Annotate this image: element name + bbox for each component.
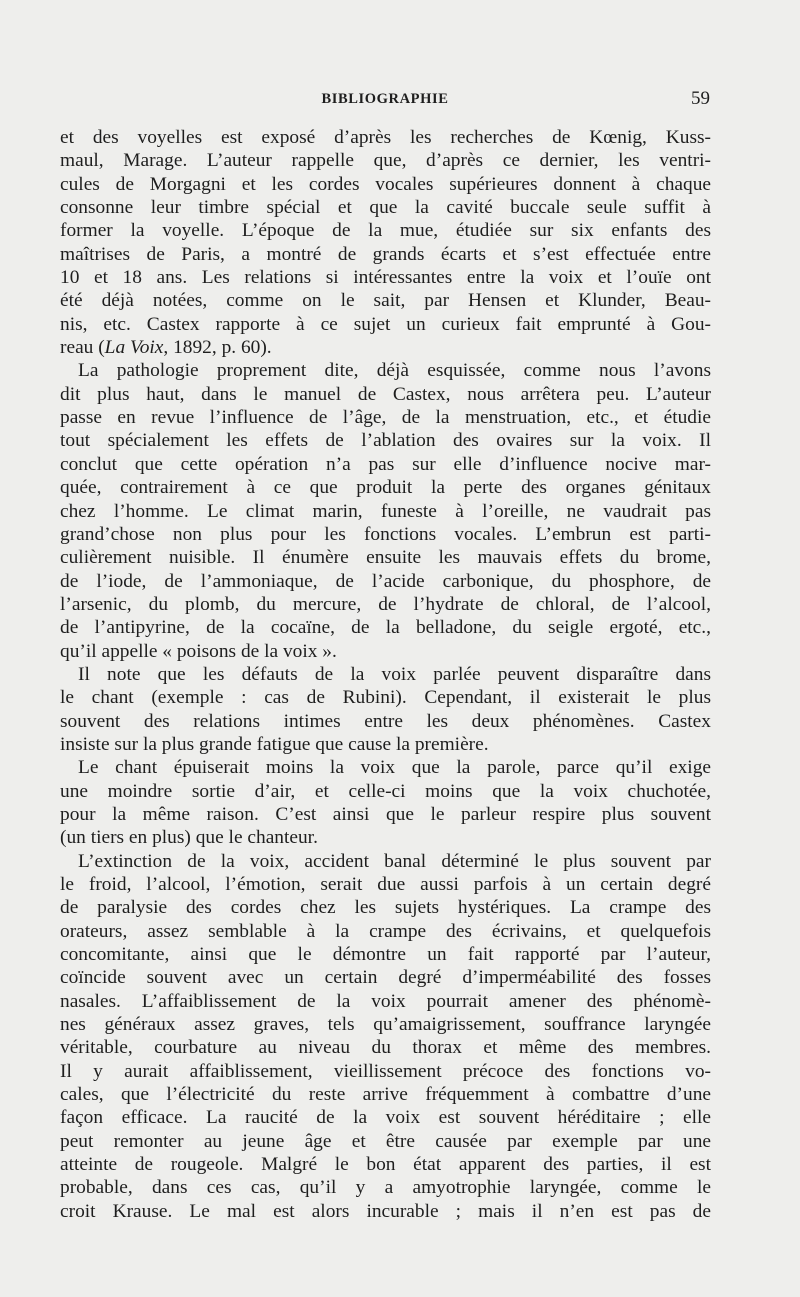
paragraph-p5 [60, 850, 711, 1224]
text-line: tout spécialement les effets de l’ablation des ovaires sur la voix. Il [60, 430, 711, 452]
text-line: La pathologie proprement dite, déjà esquissée, comme nous l’avons [78, 360, 711, 382]
text-line: de l’antipyrine, de la cocaïne, de la belladone, du seigle ergoté, etc., [60, 617, 711, 639]
text-line: dit plus haut, dans le manuel de Castex, nous arrêtera peu. L’auteur [60, 383, 711, 405]
text-line: cales, que l’électricité du reste arrive fréquemment à combattre d’une [60, 1084, 711, 1106]
text-line: l’arsenic, du plomb, du mercure, de l’hydrate de chloral, de l’alcool, [60, 593, 711, 615]
text-line: été déjà notées, comme on le sait, par Hensen et Klunder, Beau- [60, 290, 711, 312]
text-line: 10 et 18 ans. Les relations si intéressantes entre la voix et l’ouïe ont [60, 267, 711, 289]
body-text [60, 126, 711, 1223]
text-line: souvent des relations intimes entre les deux phénomènes. Castex [60, 710, 711, 732]
text-line: maul, Marage. L’auteur rappelle que, d’après ce dernier, les ventri- [60, 150, 711, 172]
text-line: conclut que cette opération n’a pas sur elle d’influence nocive mar- [60, 453, 711, 475]
text-line: Le chant épuiserait moins la voix que la parole, parce qu’il exige [78, 757, 711, 779]
text-line: reau (La Voix, 1892, p. 60). [60, 337, 272, 359]
paragraph-p2 [60, 359, 711, 662]
text-line: de l’iode, de l’ammoniaque, de l’acide carbonique, du phosphore, de [60, 570, 711, 592]
text-line: L’extinction de la voix, accident banal déterminé le plus souvent par [78, 850, 711, 872]
text-line: croit Krause. Le mal est alors incurable ; mais il n’en est pas de [60, 1200, 711, 1222]
page-number: 59 [691, 88, 710, 109]
text-line: véritable, courbature au niveau du thorax et même des membres. [60, 1037, 711, 1059]
running-head [60, 87, 710, 111]
text-line: une moindre sortie d’air, et celle-ci moins que la voix chuchotée, [60, 780, 711, 802]
text-line: maîtrises de Paris, a montré de grands écarts et s’est effectuée entre [60, 243, 711, 265]
text-line: former la voyelle. L’époque de la mue, étudiée sur six enfants des [60, 220, 711, 242]
text-line: nis, etc. Castex rapporte à ce sujet un curieux fait emprunté à Gou- [60, 313, 711, 335]
paragraph-p3 [60, 663, 711, 756]
text-line: Il note que les défauts de la voix parlée peuvent disparaître dans [78, 663, 711, 685]
paragraph-p4 [60, 756, 711, 849]
text-line: coïncide souvent avec un certain degré d’imperméabilité des fosses [60, 967, 711, 989]
paragraph-p1 [60, 126, 711, 359]
text-line: (un tiers en plus) que le chanteur. [60, 827, 318, 849]
text-line: probable, dans ces cas, qu’il y a amyotrophie laryngée, comme le [60, 1177, 711, 1199]
text-line: quée, contrairement à ce que produit la perte des organes génitaux [60, 477, 711, 499]
text-line: insiste sur la plus grande fatigue que cause la première. [60, 733, 489, 755]
text-line: qu’il appelle « poisons de la voix ». [60, 640, 337, 662]
text-line: grand’chose non plus pour les fonctions vocales. L’embrun est parti- [60, 523, 711, 545]
text-line: Il y aurait affaiblissement, vieillissement précoce des fonctions vo- [60, 1060, 711, 1082]
text-line: nasales. L’affaiblissement de la voix pourrait amener des phénomè- [60, 990, 711, 1012]
text-line: culièrement nuisible. Il énumère ensuite les mauvais effets du brome, [60, 547, 711, 569]
text-line: chez l’homme. Le climat marin, funeste à l’oreille, ne vaudrait pas [60, 500, 711, 522]
text-line: et des voyelles est exposé d’après les recherches de Kœnig, Kuss- [60, 127, 711, 148]
text-line: orateurs, assez semblable à la crampe des écrivains, et quelquefois [60, 920, 711, 942]
text-line: façon efficace. La raucité de la voix est souvent héréditaire ; elle [60, 1107, 711, 1129]
text-line: de paralysie des cordes chez les sujets hystériques. La crampe des [60, 897, 711, 919]
book-title: La Voix [104, 337, 164, 359]
text-line: le froid, l’alcool, l’émotion, serait due aussi parfois à un certain degré [60, 874, 711, 895]
text-line: passe en revue l’influence de l’âge, de la menstruation, etc., et étudie [60, 407, 711, 429]
text-line: le chant (exemple : cas de Rubini). Cependant, il existerait le plus [60, 687, 711, 709]
text-line: nes généraux assez graves, tels qu’amaigrissement, souffrance laryngée [60, 1014, 711, 1036]
text-line: consonne leur timbre spécial et que la cavité buccale seule suffit à [60, 197, 711, 219]
running-title: BIBLIOGRAPHIE [321, 91, 449, 107]
text-line: atteinte de rougeole. Malgré le bon état apparent des parties, il est [60, 1154, 711, 1176]
text-line: peut remonter au jeune âge et être causée par exemple par une [60, 1130, 711, 1152]
text-line: cules de Morgagni et les cordes vocales supérieures donnent à chaque [60, 173, 711, 195]
text-line: concomitante, ainsi que le démontre un fait rapporté par l’auteur, [60, 944, 711, 966]
text-line: pour la même raison. C’est ainsi que le parleur respire plus souvent [60, 803, 711, 825]
